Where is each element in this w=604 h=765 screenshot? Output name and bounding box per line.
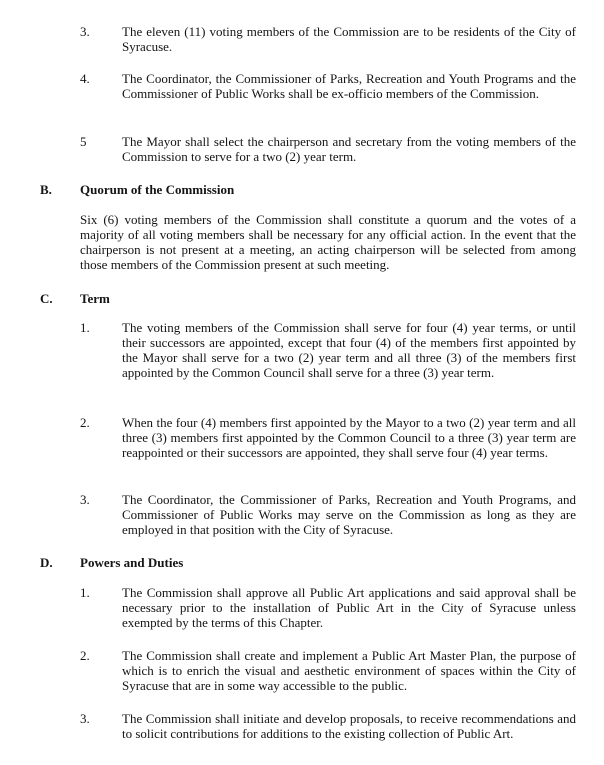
item-number: 3. <box>80 492 90 507</box>
item-number: 2. <box>80 648 90 663</box>
item-number: 3. <box>80 711 90 726</box>
section-title: Powers and Duties <box>80 555 184 570</box>
item-text: The Coordinator, the Commissioner of Parks, Recreation and Youth Programs and the Commissioner of Public Works shall be ex-officio members of the Commission. <box>122 71 576 101</box>
item-number: 5 <box>80 134 87 149</box>
item-number: 1. <box>80 585 90 600</box>
section-b-paragraph: Six (6) voting members of the Commission shall constitute a quorum and the votes of a majority of all voting members shall be necessary for any official action. In the event that the chairperson is not present at a meeting, an acting chairperson will be selected from among those members of the Commission present at such meeting. <box>80 212 576 272</box>
section-letter: C. <box>40 291 53 306</box>
item-text: The Coordinator, the Commissioner of Parks, Recreation and Youth Programs, and Commissioner of Public Works may serve on the Commission as long as they are employed in that position with the City of Syracuse. <box>122 492 576 537</box>
section-letter: B. <box>40 182 52 197</box>
section-title: Quorum of the Commission <box>80 182 235 197</box>
item-text: The voting members of the Commission shall serve for four (4) year terms, or until their successors are appointed, except that four (4) of the members first appointed by the Mayor shall serve for a two (2) year term and all three (3) of the members first appointed by the Common Council shall serve for a three (3) year term. <box>122 320 576 380</box>
item-text: When the four (4) members first appointed by the Mayor to a two (2) year term and all three (3) members first appointed by the Common Council to a three (3) year term are reappointed or their successors are appointed, they shall serve four (4) year terms. <box>122 415 576 460</box>
section-title: Term <box>80 291 110 306</box>
item-number: 2. <box>80 415 90 430</box>
section-letter: D. <box>40 555 53 570</box>
item-text: The Commission shall approve all Public Art applications and said approval shall be necessary prior to the installation of Public Art in the City of Syracuse unless exempted by the terms of this Chapter. <box>122 585 576 630</box>
item-text: The Commission shall initiate and develop proposals, to receive recommendations and to solicit contributions for additions to the existing collection of Public Art. <box>122 711 576 741</box>
item-text: The Mayor shall select the chairperson and secretary from the voting members of the Commission to serve for a two (2) year term. <box>122 134 576 164</box>
item-number: 1. <box>80 320 90 335</box>
item-number: 3. <box>80 24 90 39</box>
item-number: 4. <box>80 71 90 86</box>
item-text: The eleven (11) voting members of the Commission are to be residents of the City of Syracuse. <box>122 24 576 54</box>
item-text: The Commission shall create and implement a Public Art Master Plan, the purpose of which is to enrich the visual and aesthetic environment of spaces within the City of Syracuse that are in some way accessible to the public. <box>122 648 576 693</box>
